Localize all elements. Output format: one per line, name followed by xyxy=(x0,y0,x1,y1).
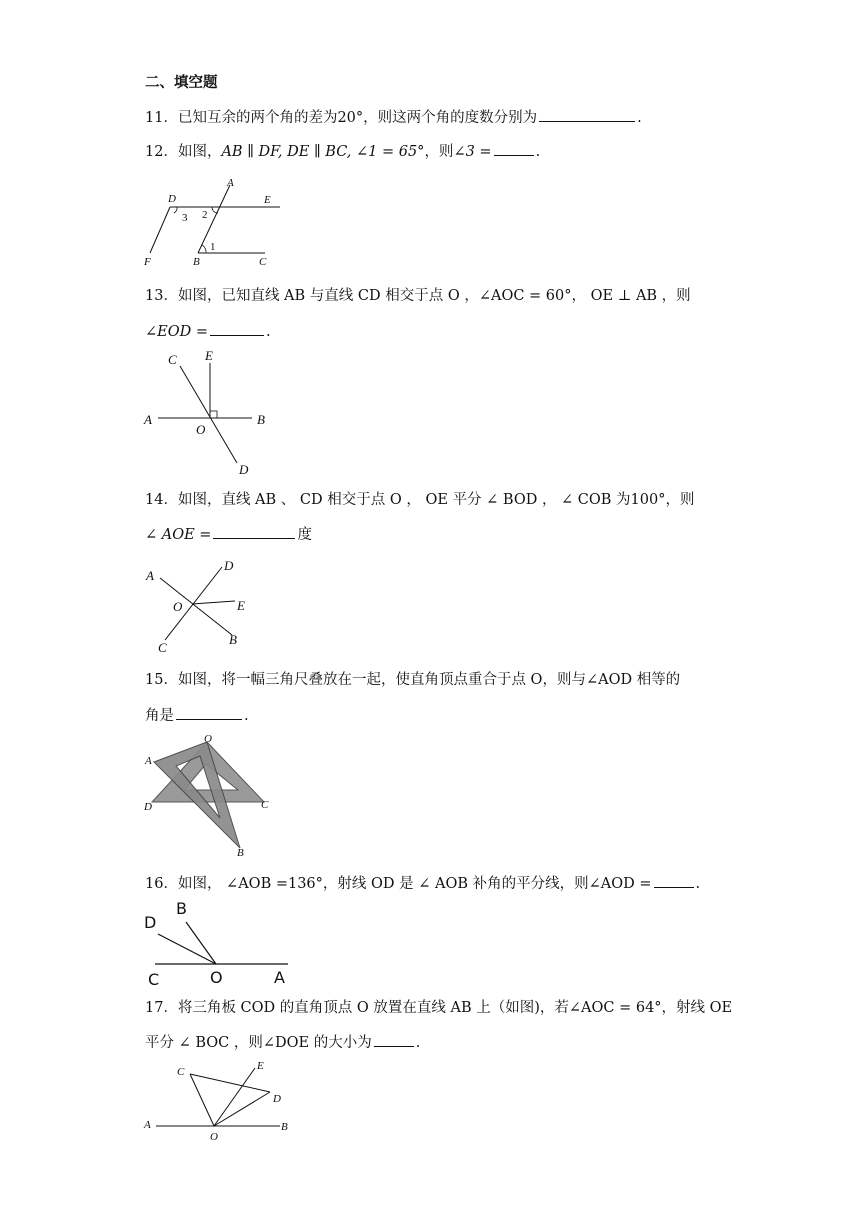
q12-ask: ∠3 = xyxy=(453,144,492,160)
label-c: C xyxy=(259,256,267,268)
q14-unit: 度 xyxy=(297,527,312,543)
ray-od xyxy=(158,934,216,964)
q16-answer-blank[interactable] xyxy=(654,872,694,888)
angle-3-arc xyxy=(174,207,177,213)
label-c: C xyxy=(177,1066,185,1078)
label-d: D xyxy=(239,462,249,477)
question-16 xyxy=(145,872,700,894)
question-14-line1: 14．如图，直线 AB 、 CD 相交于点 O ， OE 平分 ∠ BOD ， ∠ COB 为100°，则 xyxy=(145,492,695,508)
ray-ob xyxy=(186,922,216,964)
label-c: C xyxy=(158,640,167,655)
label-b: B xyxy=(176,899,187,918)
q16-figure xyxy=(140,898,295,990)
q15-figure xyxy=(140,732,275,860)
label-o: O xyxy=(204,733,212,745)
label-1: 1 xyxy=(210,241,216,253)
section-title: 二、填空题 xyxy=(145,75,218,91)
q13-answer-blank[interactable] xyxy=(210,320,264,336)
q17-prefix: 平分 ∠ BOC ，则∠DOE 的大小为 xyxy=(145,1035,372,1051)
label-2: 2 xyxy=(202,209,208,221)
label-o: O xyxy=(173,599,183,614)
label-e: E xyxy=(257,1060,264,1072)
label-e: E xyxy=(237,598,245,613)
q17-answer-blank[interactable] xyxy=(374,1031,414,1047)
label-b: B xyxy=(281,1121,288,1133)
q13-period: . xyxy=(266,324,271,340)
label-c: C xyxy=(148,970,160,989)
question-15-line2 xyxy=(145,704,249,726)
label-b: B xyxy=(237,847,244,859)
label-c: C xyxy=(261,799,269,811)
q15-period: . xyxy=(244,708,249,724)
label-a: A xyxy=(146,568,154,583)
label-b: B xyxy=(257,412,265,427)
label-a: A xyxy=(144,412,152,427)
label-f: F xyxy=(144,256,151,268)
question-11 xyxy=(145,106,642,128)
q14-ask: ∠ AOE = xyxy=(145,527,212,543)
q12-period: . xyxy=(535,144,541,160)
q13-ask: ∠EOD = xyxy=(145,324,209,340)
side-cd xyxy=(190,1074,270,1092)
q12-answer-blank[interactable] xyxy=(494,140,534,156)
label-o: O xyxy=(210,968,223,987)
label-a: A xyxy=(144,1119,151,1131)
label-a: A xyxy=(274,968,285,987)
q17-period: . xyxy=(415,1035,421,1051)
q11-text: 11．已知互余的两个角的差为20°，则这两个角的度数分别为 xyxy=(145,110,538,126)
question-17-line2 xyxy=(145,1031,420,1053)
question-15-line1: 15．如图，将一幅三角尺叠放在一起，使直角顶点重合于点 O，则与∠AOD 相等的 xyxy=(145,672,681,688)
ray-oe xyxy=(214,1068,255,1126)
side-od xyxy=(214,1092,270,1126)
label-e: E xyxy=(205,348,213,363)
label-e: E xyxy=(264,194,271,206)
label-d: D xyxy=(168,193,176,205)
label-b: B xyxy=(229,632,237,647)
right-angle-mark xyxy=(210,411,217,418)
question-17-line1: 17．将三角板 COD 的直角顶点 O 放置在直线 AB 上（如图)，若∠AOC = 64°，射线 OE xyxy=(145,1000,733,1016)
label-c: C xyxy=(168,352,177,367)
label-d: D xyxy=(273,1093,281,1105)
label-d: D xyxy=(144,913,157,932)
angle-1-arc xyxy=(202,245,206,253)
question-14-line2 xyxy=(145,523,312,545)
question-13-line1: 13．如图，已知直线 AB 与直线 CD 相交于点 O ，∠AOC = 60°， OE ⊥ AB ，则 xyxy=(145,288,691,304)
q14-answer-blank[interactable] xyxy=(213,523,295,539)
label-a: A xyxy=(227,177,234,189)
q12-mid: ，则 xyxy=(424,144,454,160)
label-o: O xyxy=(210,1131,218,1143)
q15-answer-blank[interactable] xyxy=(176,704,242,720)
question-13-line2 xyxy=(145,320,271,342)
line-df xyxy=(150,207,170,253)
side-oc xyxy=(190,1074,214,1126)
label-b: B xyxy=(193,256,200,268)
q12-given: AB ∥ DF, DE ∥ BC, ∠1 = 65° xyxy=(221,144,425,160)
q11-period: . xyxy=(637,110,642,126)
line-ab xyxy=(160,578,232,635)
q17-figure xyxy=(140,1058,300,1143)
question-12 xyxy=(145,140,540,162)
q11-answer-blank[interactable] xyxy=(539,106,635,122)
q14-figure xyxy=(140,555,260,657)
q16-text: 16．如图， ∠AOB =136°，射线 OD 是 ∠ AOB 补角的平分线，则∠AOD = xyxy=(145,876,652,892)
label-a: A xyxy=(145,755,152,767)
q15-prefix: 角是 xyxy=(145,708,174,724)
line-cd xyxy=(180,366,237,463)
q12-figure xyxy=(140,175,290,270)
q16-period: . xyxy=(695,876,701,892)
label-d: D xyxy=(144,801,152,813)
q13-figure xyxy=(140,348,275,478)
q12-prefix: 12．如图， xyxy=(145,144,222,160)
label-d: D xyxy=(224,558,234,573)
label-o: O xyxy=(196,422,206,437)
label-3: 3 xyxy=(182,212,188,224)
ray-oe xyxy=(192,601,235,604)
